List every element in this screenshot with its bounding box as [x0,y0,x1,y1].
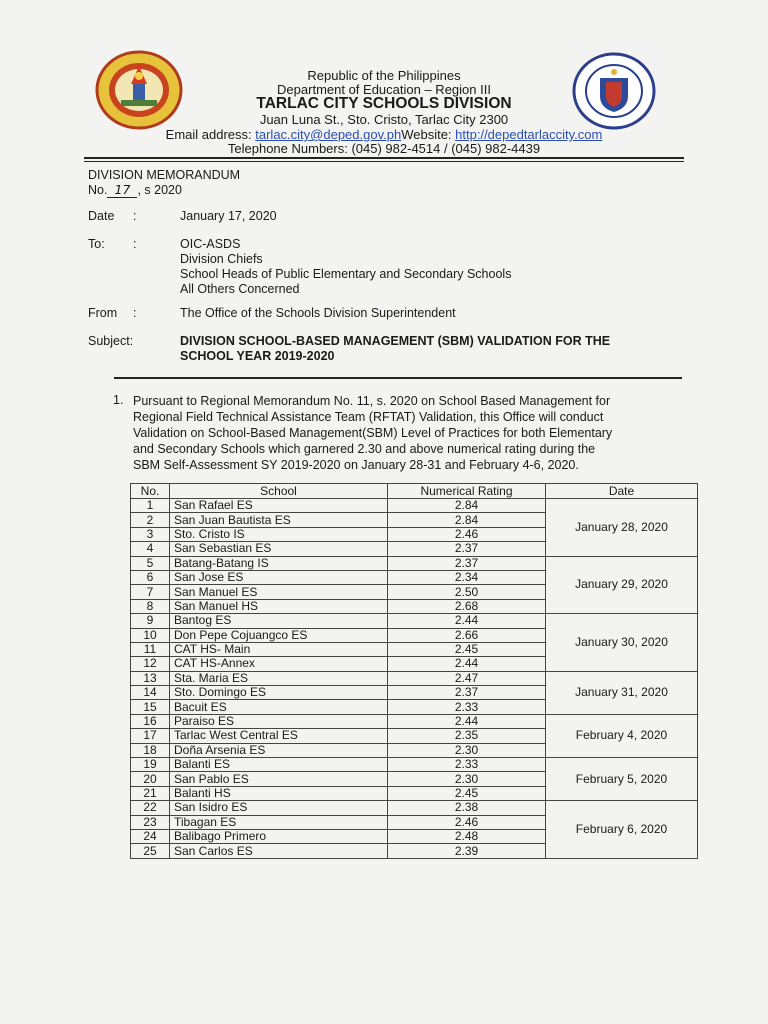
row-number: 5 [131,556,170,570]
numerical-rating: 2.33 [388,700,546,714]
memo-number-value: 17 [107,182,137,198]
numerical-rating: 2.66 [388,628,546,642]
row-number: 12 [131,657,170,671]
school-name: San Manuel HS [170,599,388,613]
row-number: 11 [131,642,170,656]
row-number: 9 [131,614,170,628]
school-name: Batang-Batang IS [170,556,388,570]
recipient-item: OIC-ASDS [180,237,241,251]
numerical-rating: 2.30 [388,743,546,757]
row-number: 3 [131,527,170,541]
header-contact-line [0,127,768,142]
row-number: 14 [131,686,170,700]
email-label: Email address: [165,127,256,142]
item-number: 1. [113,393,124,407]
numerical-rating: 2.45 [388,642,546,656]
subject-divider [114,377,682,379]
school-name: San Pablo ES [170,772,388,786]
numerical-rating: 2.44 [388,614,546,628]
numerical-rating: 2.37 [388,686,546,700]
row-number: 8 [131,599,170,613]
row-number: 18 [131,743,170,757]
table-row [131,671,698,685]
numerical-rating: 2.68 [388,599,546,613]
numerical-rating: 2.84 [388,499,546,513]
numerical-rating: 2.47 [388,671,546,685]
school-name: San Rafael ES [170,499,388,513]
school-name: CAT HS- Main [170,642,388,656]
table-row [131,714,698,728]
numerical-rating: 2.34 [388,570,546,584]
website-link[interactable]: http://depedtarlaccity.com [455,127,603,142]
validation-date: January 31, 2020 [546,671,698,714]
row-number: 23 [131,815,170,829]
memo-subject [180,334,610,364]
numerical-rating: 2.44 [388,714,546,728]
memo-date: January 17, 2020 [180,209,277,223]
recipient-item: All Others Concerned [180,282,300,296]
paragraph-line: Validation on School-Based Management(SBM) Level of Practices for both Elementary [133,426,613,440]
school-name: Don Pepe Cojuangco ES [170,628,388,642]
numerical-rating: 2.33 [388,758,546,772]
school-name: Paraiso ES [170,714,388,728]
school-name: Doña Arsenia ES [170,743,388,757]
school-name: Tarlac West Central ES [170,729,388,743]
date-label: Date [88,209,115,223]
table-row [131,758,698,772]
row-number: 22 [131,801,170,815]
row-number: 7 [131,585,170,599]
header-division-title: TARLAC CITY SCHOOLS DIVISION [256,95,512,112]
to-label: To: [88,237,105,251]
date-colon: : [133,209,137,223]
numerical-rating: 2.37 [388,542,546,556]
school-name: San Isidro ES [170,801,388,815]
paragraph-line: SBM Self-Assessment SY 2019-2020 on January 28-31 and February 4-6, 2020. [133,458,579,472]
numerical-rating: 2.46 [388,527,546,541]
school-name: San Sebastian ES [170,542,388,556]
school-name: San Manuel ES [170,585,388,599]
header-numerical-rating: Numerical Rating [388,484,546,499]
body-paragraph [133,393,681,473]
subject-label: Subject: [88,334,134,348]
numerical-rating: 2.37 [388,556,546,570]
numerical-rating: 2.48 [388,829,546,843]
paragraph-line: and Secondary Schools which garnered 2.30 and above numerical rating during the [133,442,596,456]
recipient-list [180,237,511,297]
row-number: 15 [131,700,170,714]
memo-from: The Office of the Schools Division Superintendent [180,306,456,320]
school-name: Sta. Maria ES [170,671,388,685]
paragraph-line: Regional Field Technical Assistance Team (RFTAT) Validation, this Office will conduct [133,410,604,424]
row-number: 20 [131,772,170,786]
validation-date: January 28, 2020 [546,499,698,557]
numerical-rating: 2.84 [388,513,546,527]
header-date: Date [546,484,698,499]
recipient-item: Division Chiefs [180,252,263,266]
school-name: Sto. Cristo IS [170,527,388,541]
school-name: San Jose ES [170,570,388,584]
numerical-rating: 2.45 [388,786,546,800]
row-number: 4 [131,542,170,556]
validation-date: January 29, 2020 [546,556,698,614]
from-colon: : [133,306,137,320]
numerical-rating: 2.35 [388,729,546,743]
website-label: Website: [401,127,456,142]
row-number: 17 [131,729,170,743]
row-number: 16 [131,714,170,728]
validation-date: February 4, 2020 [546,714,698,757]
memo-number-label: No. [88,183,108,197]
school-name: San Carlos ES [170,844,388,858]
from-label: From [88,306,118,320]
numerical-rating: 2.39 [388,844,546,858]
row-number: 13 [131,671,170,685]
memo-number-line [88,182,182,198]
row-number: 2 [131,513,170,527]
table-body [131,499,698,859]
row-number: 10 [131,628,170,642]
numerical-rating: 2.38 [388,801,546,815]
numerical-rating: 2.30 [388,772,546,786]
memo-series: , s 2020 [137,183,182,197]
table-row [131,801,698,815]
to-colon: : [133,237,137,251]
paragraph-line: Pursuant to Regional Memorandum No. 11, s. 2020 on School Based Management for [133,394,611,408]
header-address: Juan Luna St., Sto. Cristo, Tarlac City 2300 [259,112,509,127]
school-name: Balanti HS [170,786,388,800]
validation-date: February 5, 2020 [546,758,698,801]
row-number: 19 [131,758,170,772]
table-row [131,499,698,513]
table-header-row [131,484,698,499]
school-name: Tibagan ES [170,815,388,829]
school-name: Bantog ES [170,614,388,628]
memo-type: DIVISION MEMORANDUM [88,168,241,182]
row-number: 25 [131,844,170,858]
numerical-rating: 2.44 [388,657,546,671]
header-school: School [170,484,388,499]
header-phone-numbers: Telephone Numbers: (045) 982-4514 / (045) 982-4439 [227,141,541,156]
table-row [131,614,698,628]
subject-line: SCHOOL YEAR 2019-2020 [180,349,335,363]
table-row [131,556,698,570]
numerical-rating: 2.50 [388,585,546,599]
school-name: Sto. Domingo ES [170,686,388,700]
header-department: Department of Education – Region III [277,82,491,97]
subject-line: DIVISION SCHOOL-BASED MANAGEMENT (SBM) VALIDATION FOR THE [180,334,611,348]
row-number: 21 [131,786,170,800]
numerical-rating: 2.46 [388,815,546,829]
school-name: Balanti ES [170,758,388,772]
header-divider [84,157,684,159]
validation-date: January 30, 2020 [546,614,698,672]
row-number: 24 [131,829,170,843]
row-number: 6 [131,570,170,584]
validation-date: February 6, 2020 [546,801,698,859]
school-name: Balibago Primero [170,829,388,843]
school-name: San Juan Bautista ES [170,513,388,527]
row-number: 1 [131,499,170,513]
sbm-validation-schedule-table [130,483,698,859]
school-name: CAT HS-Annex [170,657,388,671]
header-republic: Republic of the Philippines [307,68,461,83]
recipient-item: School Heads of Public Elementary and Secondary Schools [180,267,512,281]
header-divider-thin [84,161,684,162]
email-link[interactable]: tarlac.city@deped.gov.ph [255,127,402,142]
school-name: Bacuit ES [170,700,388,714]
header-no: No. [131,484,170,499]
